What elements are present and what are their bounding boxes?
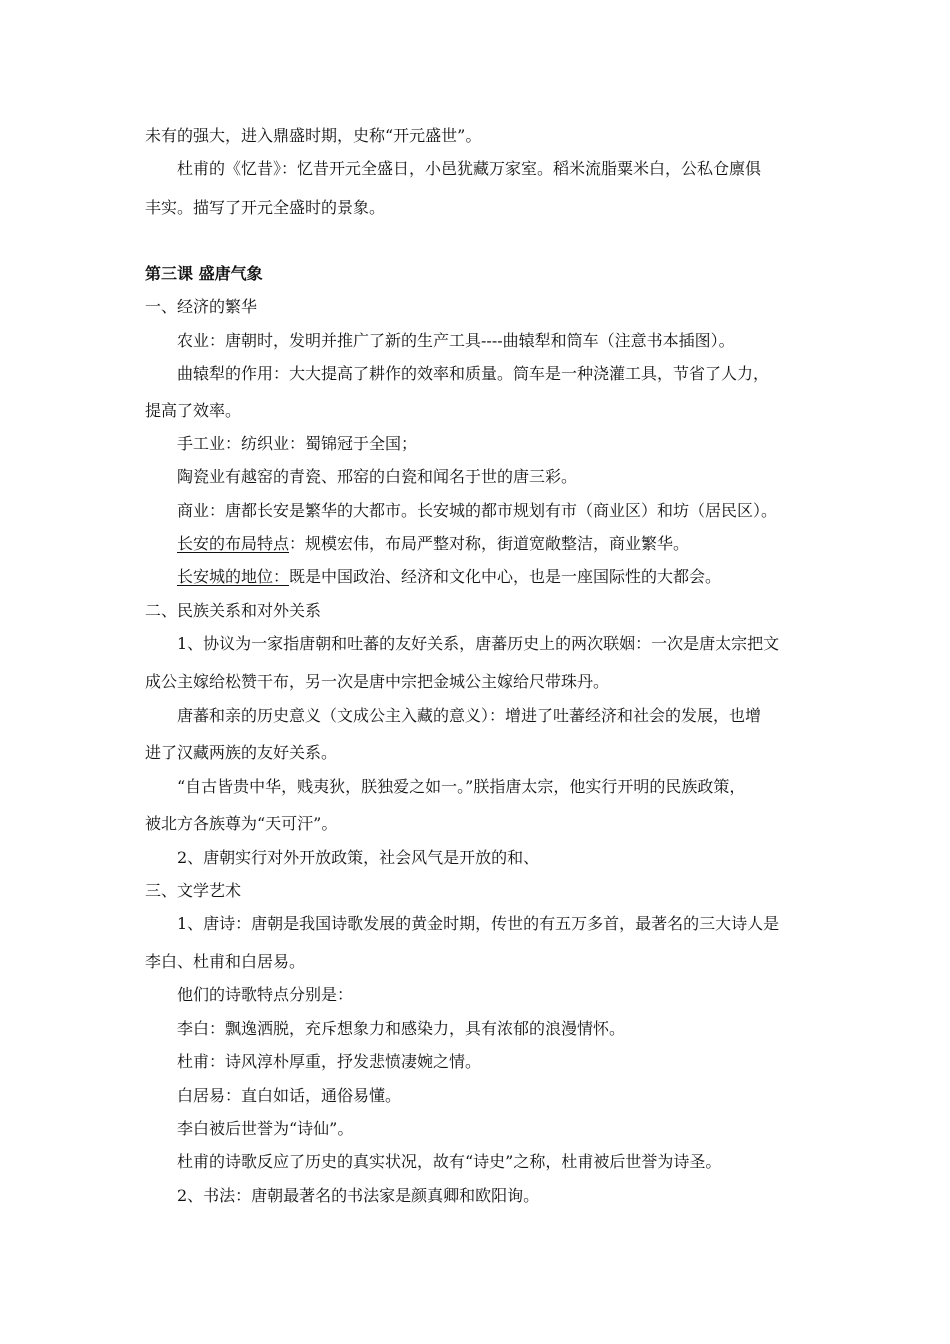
paragraph: 唐蕃和亲的历史意义（文成公主入藏的意义）：增进了吐蕃经济和社会的发展，也增 [177,706,762,725]
paragraph: 手工业：纺织业：蜀锦冠于全国； [177,434,418,453]
paragraph: 进了汉藏两族的友好关系。 [145,743,338,762]
paragraph: 农业：唐朝时，发明并推广了新的生产工具----曲辕犁和筒车（注意书本插图）。 [177,331,735,350]
section-heading: 三、文学艺术 [145,881,242,900]
paragraph: 陶瓷业有越窑的青瓷、邢窑的白瓷和闻名于世的唐三彩。 [177,467,578,486]
underlined-term: 长安城的地位： [177,567,290,586]
paragraph: 丰实。描写了开元全盛时的景象。 [145,198,386,217]
paragraph: 李白、杜甫和白居易。 [145,952,306,971]
paragraph: 1、唐诗：唐朝是我国诗歌发展的黄金时期，传世的有五万多首，最著名的三大诗人是 [177,914,780,933]
paragraph: 2、唐朝实行对外开放政策，社会风气是开放的和、 [177,848,540,867]
paragraph: 2、书法：唐朝最著名的书法家是颜真卿和欧阳询。 [177,1186,540,1205]
paragraph: 成公主嫁给松赞干布，另一次是唐中宗把金城公主嫁给尺带珠丹。 [145,672,610,691]
paragraph: 1、协议为一家指唐朝和吐蕃的友好关系，唐蕃历史上的两次联姻：一次是唐太宗把文 [177,634,780,653]
paragraph: 杜甫的《忆昔》：忆昔开元全盛日，小邑犹藏万家室。稻米流脂粟米白，公私仓廪俱 [177,159,762,178]
paragraph: 白居易：直白如话，通俗易懂。 [177,1086,402,1105]
paragraph: 杜甫：诗风淳朴厚重，抒发悲愤凄婉之情。 [177,1052,482,1071]
section-heading: 二、民族关系和对外关系 [145,601,322,620]
text: 既是中国政治、经济和文化中心，也是一座国际性的大都会。 [289,567,722,586]
paragraph: 未有的强大，进入鼎盛时期，史称“开元盛世”。 [145,126,482,145]
paragraph: 他们的诗歌特点分别是： [177,985,354,1004]
paragraph: 李白被后世誉为“诗仙”。 [177,1119,354,1138]
underlined-term: 长安的布局特点 [177,534,290,553]
paragraph: 提高了效率。 [145,401,242,420]
paragraph: 曲辕犁的作用：大大提高了耕作的效率和质量。筒车是一种浇灌工具，节省了人力， [177,364,770,383]
text: ：规模宏伟，布局严整对称，街道宽敞整洁，商业繁华。 [289,534,690,553]
paragraph [177,534,689,554]
paragraph: 商业：唐都长安是繁华的大都市。长安城的都市规划有市（商业区）和坊（居民区）。 [177,501,778,520]
paragraph: 杜甫的诗歌反应了历史的真实状况，故有“诗史”之称，杜甫被后世誉为诗圣。 [177,1152,722,1171]
section-heading: 一、经济的繁华 [145,297,258,316]
paragraph: “自古皆贵中华，贱夷狄，朕独爱之如一。”朕指唐太宗，他实行开明的民族政策， [177,777,746,796]
paragraph: 李白：飘逸洒脱，充斥想象力和感染力，具有浓郁的浪漫情怀。 [177,1019,626,1038]
paragraph [177,567,721,587]
lesson-title: 第三课 盛唐气象 [145,264,263,283]
paragraph: 被北方各族尊为“天可汗”。 [145,814,338,833]
